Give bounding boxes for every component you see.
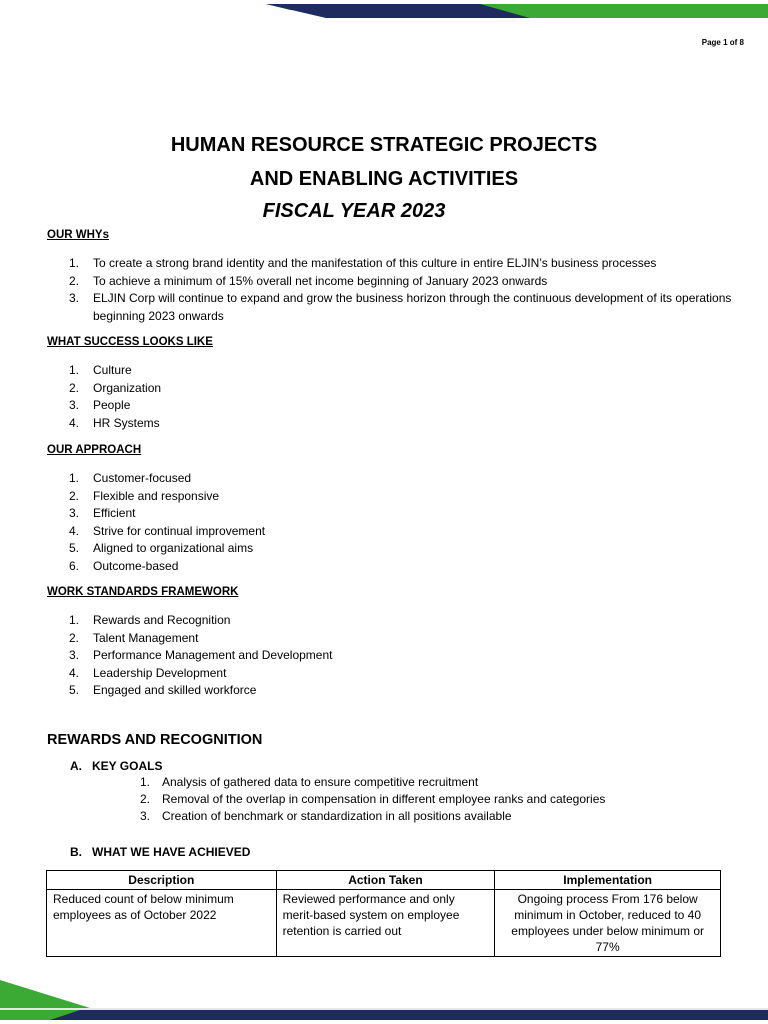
header-decoration (0, 0, 768, 22)
footer-decoration (0, 980, 768, 1024)
document-title-fiscal-year: FISCAL YEAR 2023 (262, 200, 446, 222)
cell-description: Reduced count of below minimum employees as of October 2022 (47, 890, 277, 957)
list-item: 1. Customer-focused (69, 471, 192, 485)
table-row (47, 890, 721, 957)
column-header-action-taken: Action Taken (276, 871, 495, 890)
success-list (47, 362, 727, 432)
page-number: Page 1 of 8 (701, 38, 744, 47)
approach-heading: OUR APPROACH (47, 444, 142, 456)
list-item: 1. Analysis of gathered data to ensure competitive recruitment (140, 775, 479, 789)
table-header-row (47, 871, 721, 890)
approach-list (47, 470, 727, 576)
document-title-line-1: HUMAN RESOURCE STRATEGIC PROJECTS (170, 134, 598, 156)
key-goals-list (140, 774, 605, 825)
list-item: 2. Organization (69, 380, 162, 395)
document-title-line-2: AND ENABLING ACTIVITIES (249, 168, 519, 190)
list-item: 2. To achieve a minimum of 15% overall net income beginning of January 2023 onwards (69, 273, 548, 288)
list-item: 5. Engaged and skilled workforce (69, 683, 257, 698)
key-goals-label: A. KEY GOALS (70, 759, 163, 773)
list-item: 2. Flexible and responsive (69, 488, 220, 503)
achieved-label: B. WHAT WE HAVE ACHIEVED (70, 845, 251, 859)
cell-implementation: Ongoing process From 176 below minimum in October, reduced to 40 employees under below minimum or 77% (495, 890, 721, 957)
section-title-rewards: REWARDS AND RECOGNITION (47, 732, 263, 748)
list-item: 1. Rewards and Recognition (69, 613, 231, 627)
framework-list (47, 612, 727, 700)
list-item: 3. ELJIN Corp will continue to expand and grow the business horizon through the continuous development of its operations beginning 2023 onwards (69, 291, 732, 323)
framework-heading: WORK STANDARDS FRAMEWORK (47, 586, 239, 598)
whys-heading: OUR WHYs (47, 229, 109, 241)
cell-action-taken: Reviewed performance and only merit-based system on employee retention is carried out (276, 890, 495, 957)
list-item: 6. Outcome-based (69, 558, 179, 573)
list-item: 3. Creation of benchmark or standardization in all positions available (140, 809, 512, 823)
list-item: 4. HR Systems (69, 415, 160, 430)
list-item: 1. To create a strong brand identity and the manifestation of this culture in entire ELJIN’s business processes (69, 256, 657, 270)
whys-list (47, 255, 737, 325)
achievements-table (46, 870, 721, 957)
list-item: 2. Talent Management (69, 630, 199, 645)
success-heading: WHAT SUCCESS LOOKS LIKE (47, 336, 213, 348)
list-item: 4. Leadership Development (69, 665, 227, 680)
list-item: 5. Aligned to organizational aims (69, 541, 254, 556)
list-item: 1. Culture (69, 363, 132, 377)
column-header-implementation: Implementation (495, 871, 721, 890)
list-item: 3. People (69, 398, 131, 413)
list-item: 4. Strive for continual improvement (69, 523, 266, 538)
list-item: 2. Removal of the overlap in compensation in different employee ranks and categories (140, 792, 606, 806)
column-header-description: Description (47, 871, 277, 890)
list-item: 3. Performance Management and Development (69, 648, 333, 663)
list-item: 3. Efficient (69, 506, 136, 521)
